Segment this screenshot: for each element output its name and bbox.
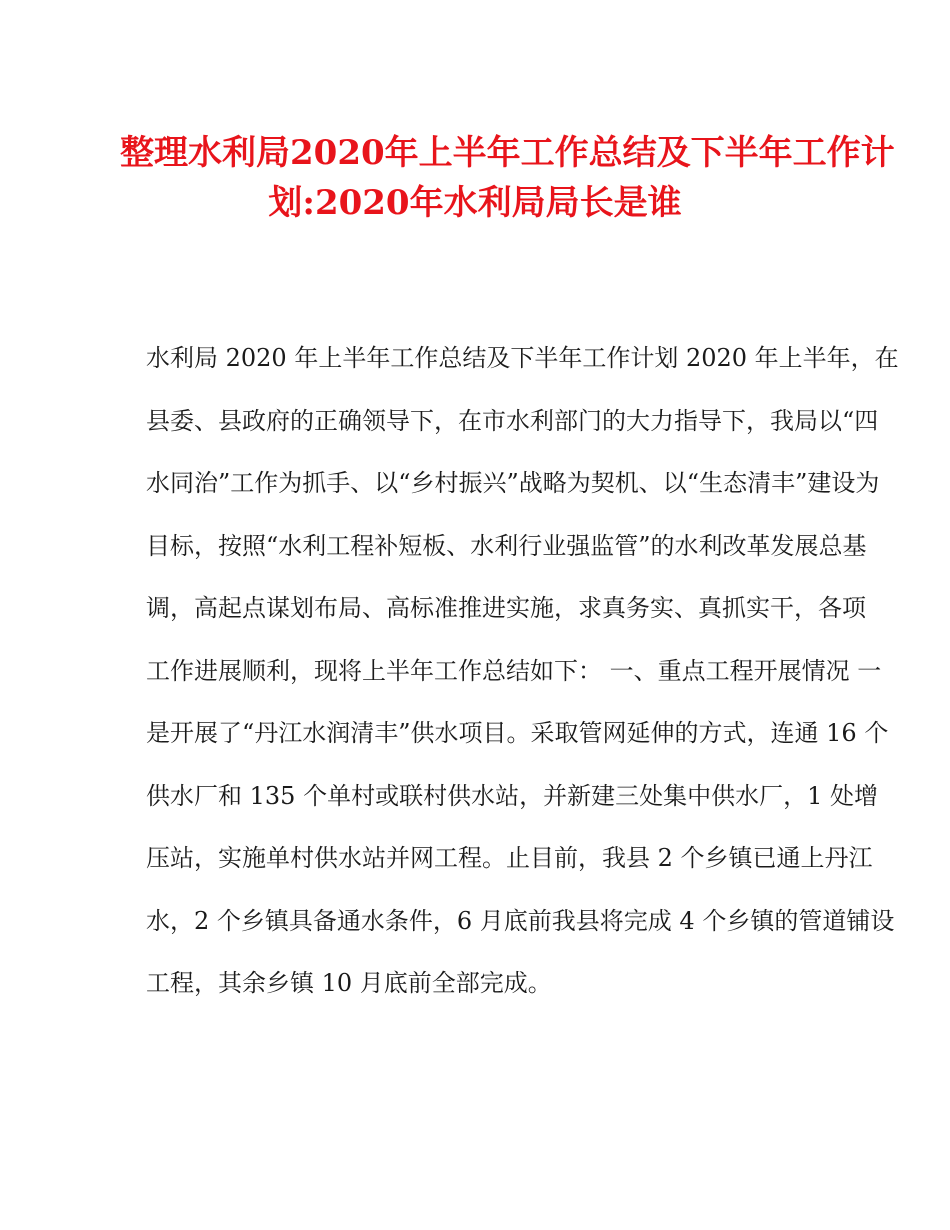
document-body (146, 336, 899, 1024)
body-line: 水利局 2020 年上半年工作总结及下半年工作计划 2020 年上半年，在 (146, 344, 899, 372)
body-line: 调，高起点谋划布局、高标准推进实施，求真务实、真抓实干，各项 (146, 594, 866, 622)
body-line: 供水厂和 135 个单村或联村供水站，并新建三处集中供水厂，1 处增 (146, 781, 878, 810)
body-line: 工作进展顺利，现将上半年工作总结如下： 一、重点工程开展情况 一 (146, 656, 882, 685)
title-line: 整理水利局2020年上半年工作总结及下半年工作计 (120, 133, 895, 173)
document-title (120, 128, 895, 228)
body-line: 水同治”工作为抓手、以“乡村振兴”战略为契机、以“生态清丰”建设为 (146, 469, 880, 497)
body-line: 压站，实施单村供水站并网工程。止目前，我县 2 个乡镇已通上丹江 (146, 844, 873, 872)
body-line: 县委、县政府的正确领导下，在市水利部门的大力指导下，我局以“四 (146, 406, 879, 435)
title-line: 划:2020年水利局局长是谁 (268, 183, 682, 223)
body-line: 水，2 个乡镇具备通水条件，6 月底前我县将完成 4 个乡镇的管道铺设 (146, 906, 895, 935)
body-line: 是开展了“丹江水润清丰”供水项目。采取管网延伸的方式，连通 16 个 (146, 719, 889, 747)
body-line: 目标，按照“水利工程补短板、水利行业强监管”的水利改革发展总基 (146, 531, 867, 560)
body-line: 工程，其余乡镇 10 月底前全部完成。 (146, 969, 552, 997)
